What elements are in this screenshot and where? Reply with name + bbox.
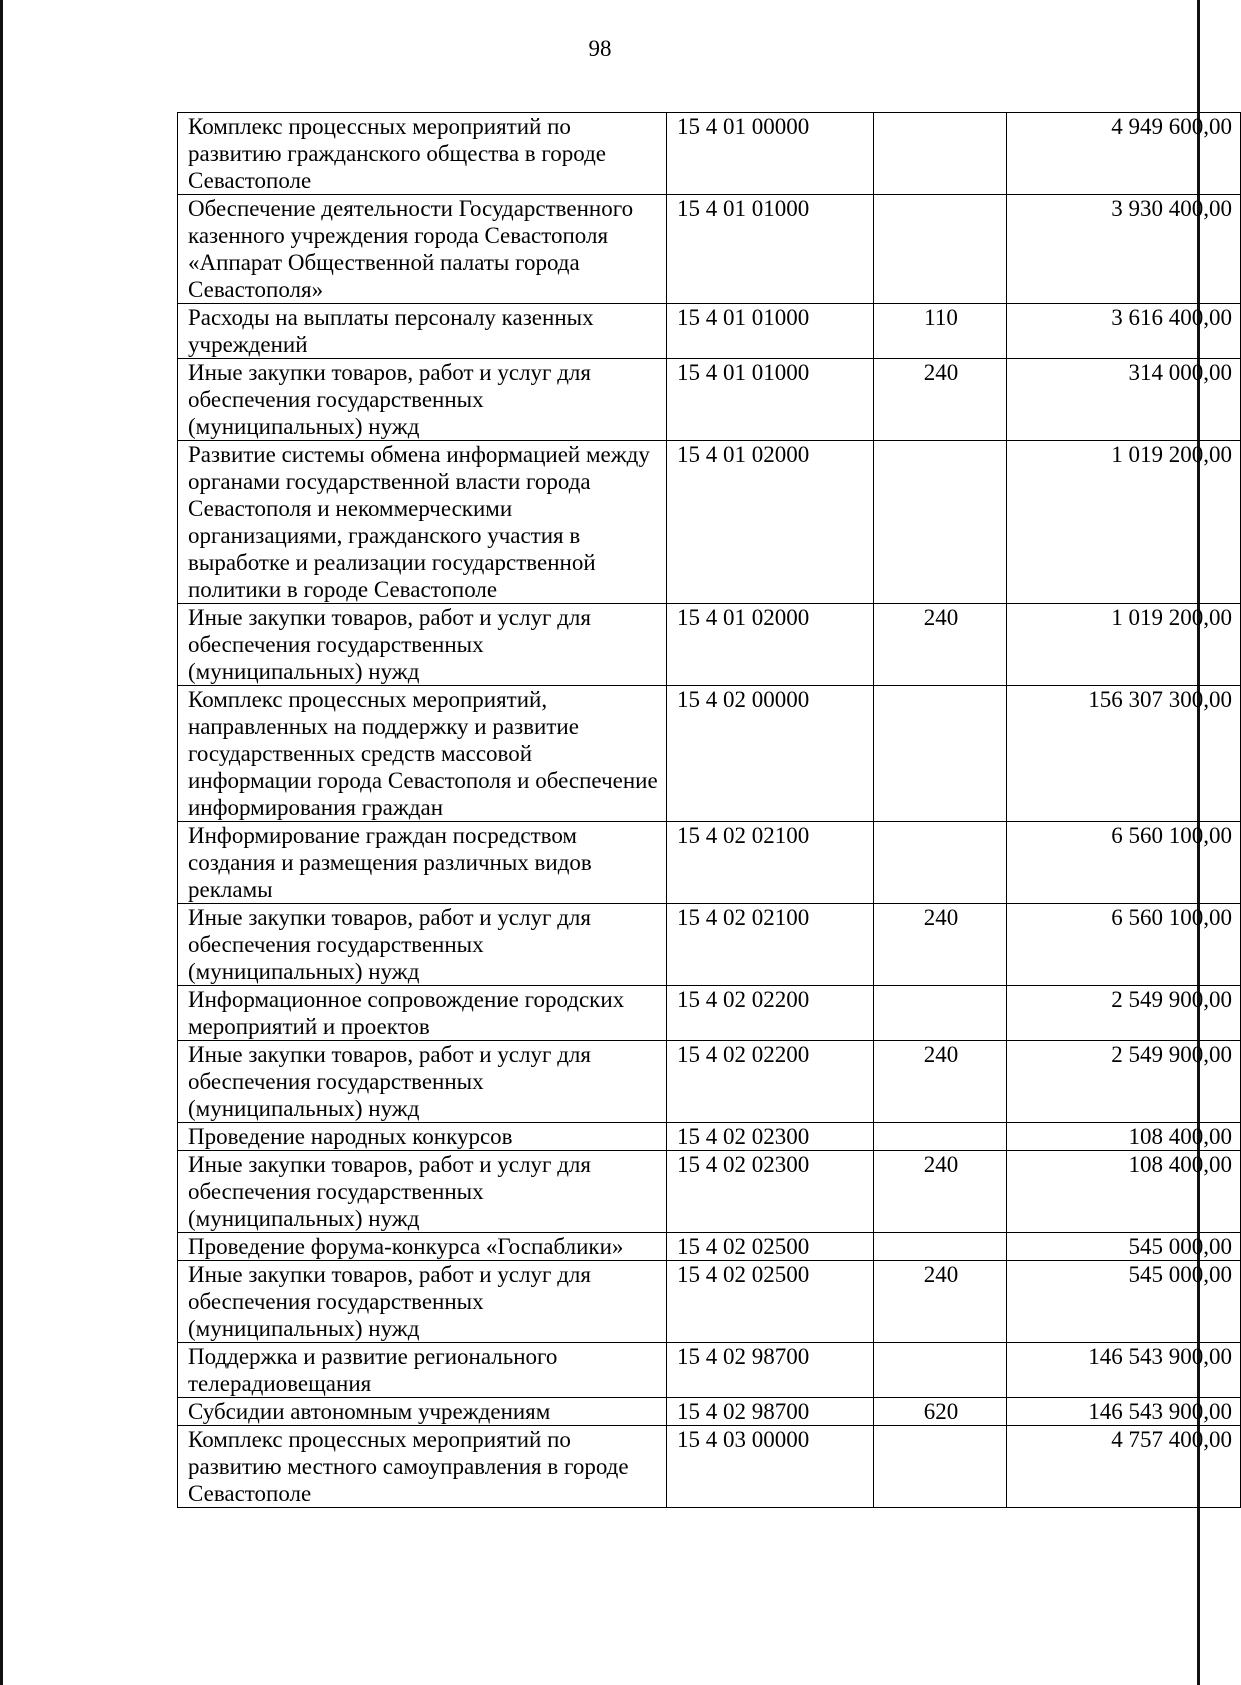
row-name-cell: Обеспечение деятельности Государственного казенного учреждения города Севастополя «Аппарат Общественной палаты города Севастополя» (178, 195, 667, 304)
table-row (178, 604, 1241, 686)
row-code-cell: 15 4 01 01000 (667, 195, 874, 304)
row-name-cell: Иные закупки товаров, работ и услуг для обеспечения государственных (муниципальных) нужд (178, 1151, 667, 1233)
table-row (178, 904, 1241, 986)
row-type-cell: 240 (874, 904, 1007, 986)
row-code-cell: 15 4 01 01000 (667, 304, 874, 359)
row-type-cell (874, 441, 1007, 604)
page-edge-left (0, 0, 3, 1685)
row-name-cell: Информационное сопровождение городских мероприятий и проектов (178, 986, 667, 1041)
row-type-cell: 240 (874, 359, 1007, 441)
row-sum-cell: 156 307 300,00 (1007, 686, 1241, 822)
row-sum-cell: 1 019 200,00 (1007, 441, 1241, 604)
row-type-cell: 620 (874, 1398, 1007, 1426)
row-sum-cell: 3 930 400,00 (1007, 195, 1241, 304)
row-name-cell: Комплекс процессных мероприятий по развитию гражданского общества в городе Севастополе (178, 113, 667, 195)
table-row (178, 1123, 1241, 1151)
row-code-cell: 15 4 02 02300 (667, 1123, 874, 1151)
row-code-cell: 15 4 02 00000 (667, 686, 874, 822)
table-row (178, 1426, 1241, 1508)
table-row (178, 1343, 1241, 1398)
row-sum-cell: 6 560 100,00 (1007, 822, 1241, 904)
row-type-cell: 240 (874, 1261, 1007, 1343)
row-name-cell: Иные закупки товаров, работ и услуг для обеспечения государственных (муниципальных) нужд (178, 904, 667, 986)
row-code-cell: 15 4 02 02500 (667, 1233, 874, 1261)
row-name-cell: Развитие системы обмена информацией между органами государственной власти города Севастополя и некоммерческими организациями, гражданского участия в выработке и реализации государственной политики в городе Севастополе (178, 441, 667, 604)
table-row (178, 822, 1241, 904)
row-code-cell: 15 4 01 00000 (667, 113, 874, 195)
row-sum-cell: 146 543 900,00 (1007, 1343, 1241, 1398)
row-code-cell: 15 4 01 02000 (667, 441, 874, 604)
row-type-cell (874, 686, 1007, 822)
row-name-cell: Иные закупки товаров, работ и услуг для обеспечения государственных (муниципальных) нужд (178, 604, 667, 686)
row-code-cell: 15 4 02 02100 (667, 904, 874, 986)
row-sum-cell: 545 000,00 (1007, 1233, 1241, 1261)
row-code-cell: 15 4 02 02200 (667, 986, 874, 1041)
table-row (178, 986, 1241, 1041)
row-code-cell: 15 4 01 02000 (667, 604, 874, 686)
row-type-cell (874, 986, 1007, 1041)
row-type-cell (874, 1343, 1007, 1398)
row-name-cell: Проведение народных конкурсов (178, 1123, 667, 1151)
row-type-cell (874, 1233, 1007, 1261)
row-code-cell: 15 4 02 98700 (667, 1398, 874, 1426)
row-sum-cell: 108 400,00 (1007, 1123, 1241, 1151)
row-type-cell (874, 822, 1007, 904)
row-sum-cell: 314 000,00 (1007, 359, 1241, 441)
row-type-cell (874, 1426, 1007, 1508)
row-name-cell: Комплекс процессных мероприятий, направленных на поддержку и развитие государственных средств массовой информации города Севастополя и обеспечение информирования граждан (178, 686, 667, 822)
table-row (178, 113, 1241, 195)
row-sum-cell: 2 549 900,00 (1007, 986, 1241, 1041)
row-code-cell: 15 4 01 01000 (667, 359, 874, 441)
row-name-cell: Информирование граждан посредством создания и размещения различных видов рекламы (178, 822, 667, 904)
row-code-cell: 15 4 02 98700 (667, 1343, 874, 1398)
row-sum-cell: 1 019 200,00 (1007, 604, 1241, 686)
row-code-cell: 15 4 02 02200 (667, 1041, 874, 1123)
row-code-cell: 15 4 02 02300 (667, 1151, 874, 1233)
row-name-cell: Субсидии автономным учреждениям (178, 1398, 667, 1426)
table-row (178, 1398, 1241, 1426)
row-code-cell: 15 4 03 00000 (667, 1426, 874, 1508)
row-sum-cell: 4 757 400,00 (1007, 1426, 1241, 1508)
table-row (178, 1151, 1241, 1233)
row-type-cell (874, 113, 1007, 195)
table-row (178, 359, 1241, 441)
row-sum-cell: 2 549 900,00 (1007, 1041, 1241, 1123)
row-name-cell: Проведение форума-конкурса «Госпаблики» (178, 1233, 667, 1261)
row-name-cell: Иные закупки товаров, работ и услуг для обеспечения государственных (муниципальных) нужд (178, 1041, 667, 1123)
table-row (178, 1261, 1241, 1343)
row-sum-cell: 146 543 900,00 (1007, 1398, 1241, 1426)
table-row (178, 686, 1241, 822)
page-number: 98 (588, 36, 612, 61)
row-type-cell: 240 (874, 1151, 1007, 1233)
row-code-cell: 15 4 02 02100 (667, 822, 874, 904)
row-sum-cell: 545 000,00 (1007, 1261, 1241, 1343)
row-sum-cell: 6 560 100,00 (1007, 904, 1241, 986)
row-name-cell: Расходы на выплаты персоналу казенных учреждений (178, 304, 667, 359)
table-row (178, 1041, 1241, 1123)
table-row (178, 304, 1241, 359)
table-row (178, 195, 1241, 304)
row-type-cell: 240 (874, 604, 1007, 686)
budget-table (177, 112, 1241, 1508)
row-code-cell: 15 4 02 02500 (667, 1261, 874, 1343)
row-name-cell: Поддержка и развитие регионального телерадиовещания (178, 1343, 667, 1398)
row-type-cell (874, 195, 1007, 304)
row-name-cell: Иные закупки товаров, работ и услуг для обеспечения государственных (муниципальных) нужд (178, 359, 667, 441)
table-row (178, 441, 1241, 604)
table-row (178, 1233, 1241, 1261)
row-sum-cell: 3 616 400,00 (1007, 304, 1241, 359)
row-sum-cell: 108 400,00 (1007, 1151, 1241, 1233)
row-name-cell: Иные закупки товаров, работ и услуг для обеспечения государственных (муниципальных) нужд (178, 1261, 667, 1343)
budget-table-body (178, 113, 1241, 1508)
row-type-cell (874, 1123, 1007, 1151)
row-name-cell: Комплекс процессных мероприятий по развитию местного самоуправления в городе Севастополе (178, 1426, 667, 1508)
row-type-cell: 110 (874, 304, 1007, 359)
row-type-cell: 240 (874, 1041, 1007, 1123)
row-sum-cell: 4 949 600,00 (1007, 113, 1241, 195)
